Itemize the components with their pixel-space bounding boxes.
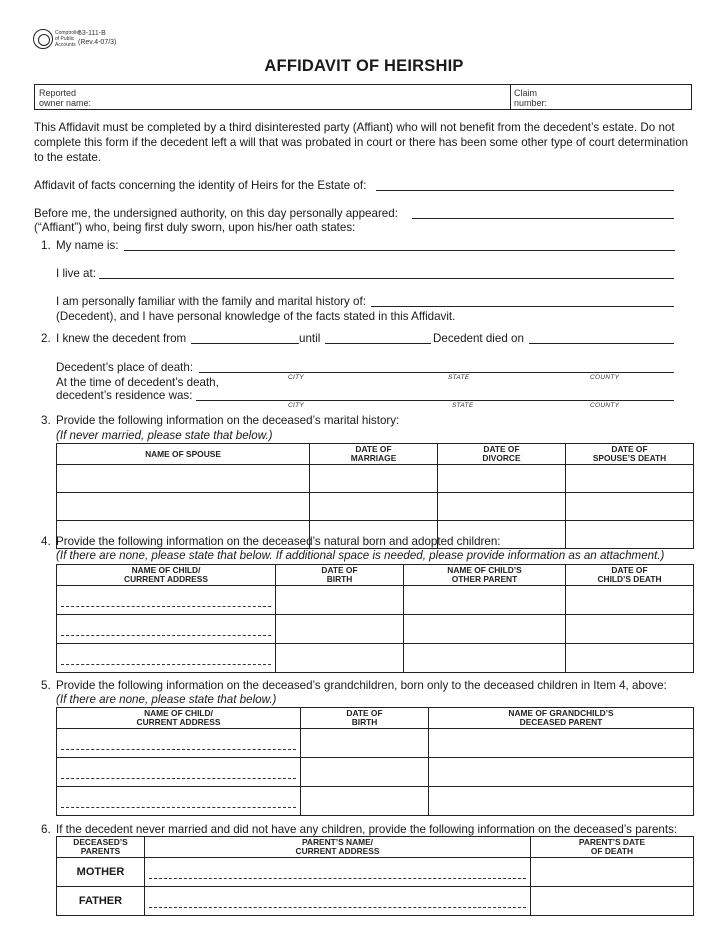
before-me-label: Before me, the undersigned authority, on this day personally appeared:	[34, 207, 398, 220]
grandchild-name-cell[interactable]	[57, 758, 301, 787]
child-name-cell[interactable]	[57, 644, 276, 673]
grandchild-name-cell[interactable]	[57, 787, 301, 816]
grandchild-birth-cell[interactable]	[301, 787, 429, 816]
box-divider	[510, 85, 511, 109]
spouse-death-header: DATE OF SPOUSE’S DEATH	[566, 444, 694, 465]
label-line: owner name:	[39, 98, 92, 108]
dashed-divider	[61, 736, 296, 750]
parent-name-header: PARENT’S NAME/ CURRENT ADDRESS	[145, 837, 531, 858]
city-caption: CITY	[288, 402, 305, 409]
agency-name	[55, 30, 81, 48]
marriage-date-cell[interactable]	[310, 465, 438, 493]
affiant-label: (“Affiant”) who, being first duly sworn, upon his/her oath states:	[34, 221, 356, 234]
grandchild-name-cell[interactable]	[57, 729, 301, 758]
item5-text: Provide the following information on the deceased’s grandchildren, born only to the deceased children in Item 4, above:	[56, 679, 667, 692]
grandchild-birth-header: DATE OF BIRTH	[301, 708, 429, 729]
table-row	[57, 858, 694, 887]
dashed-divider	[61, 651, 271, 665]
mother-label: MOTHER	[57, 858, 145, 887]
child-birth-cell[interactable]	[276, 644, 404, 673]
mother-name-cell[interactable]	[145, 858, 531, 887]
item6-number: 6.	[41, 823, 51, 836]
residence-field[interactable]	[196, 400, 674, 401]
spouse-name-cell[interactable]	[57, 493, 310, 521]
deceased-parents-header: DECEASED’S PARENTS	[57, 837, 145, 858]
table-row	[57, 465, 694, 493]
children-table	[56, 564, 694, 673]
dashed-divider	[149, 894, 526, 908]
item3-number: 3.	[41, 414, 51, 427]
item4-note: (If there are none, please state that below. If additional space is needed, please provide information as an attachment.)	[56, 549, 665, 562]
dashed-divider	[61, 765, 296, 779]
father-label: FATHER	[57, 887, 145, 916]
familiar-label: I am personally familiar with the family and marital history of:	[56, 295, 366, 308]
item3-note: (If never married, please state that below.)	[56, 429, 273, 442]
marriage-date-cell[interactable]	[310, 493, 438, 521]
dashed-divider	[61, 622, 271, 636]
child-birth-cell[interactable]	[276, 615, 404, 644]
child-death-cell[interactable]	[566, 644, 694, 673]
county-caption: COUNTY	[590, 374, 620, 381]
reported-owner-label	[39, 88, 91, 108]
dashed-divider	[61, 794, 296, 808]
child-other-parent-cell[interactable]	[404, 644, 566, 673]
intro-paragraph: This Affidavit must be completed by a third disinterested party (Affiant) who will not benefit from the decedent’s estate. Do not complete this form if the decedent left a will that was probated in court or there has been some other type of court determination to the estate.	[34, 121, 689, 164]
place-of-death-field[interactable]	[199, 372, 674, 373]
table-row	[57, 586, 694, 615]
child-birth-cell[interactable]	[276, 586, 404, 615]
county-caption: COUNTY	[590, 402, 620, 409]
child-other-parent-cell[interactable]	[404, 586, 566, 615]
table-row	[57, 758, 694, 787]
table-row	[57, 729, 694, 758]
state-caption: STATE	[452, 402, 474, 409]
agency-line: Comptroller	[55, 30, 81, 36]
died-on-label: Decedent died on	[433, 332, 524, 345]
child-death-cell[interactable]	[566, 586, 694, 615]
grandchild-parent-cell[interactable]	[429, 787, 694, 816]
divorce-date-header: DATE OF DIVORCE	[438, 444, 566, 465]
father-name-cell[interactable]	[145, 887, 531, 916]
item5-note: (If there are none, please state that below.)	[56, 693, 277, 706]
child-name-header: NAME OF CHILD/ CURRENT ADDRESS	[57, 565, 276, 586]
child-other-parent-header: NAME OF CHILD’S OTHER PARENT	[404, 565, 566, 586]
death-date-field[interactable]	[529, 343, 674, 344]
residence-label-2: decedent’s residence was:	[56, 389, 193, 402]
city-caption: CITY	[288, 374, 305, 381]
page-title: AFFIDAVIT OF HEIRSHIP	[264, 57, 464, 75]
grandchild-birth-cell[interactable]	[301, 729, 429, 758]
dashed-divider	[149, 865, 526, 879]
item1-number: 1.	[41, 239, 51, 252]
comptroller-seal-icon	[33, 29, 53, 49]
item5-number: 5.	[41, 679, 51, 692]
state-caption: STATE	[448, 374, 470, 381]
grandchild-parent-header: NAME OF GRANDCHILD’S DECEASED PARENT	[429, 708, 694, 729]
child-birth-header: DATE OF BIRTH	[276, 565, 404, 586]
grandchildren-table	[56, 707, 694, 816]
father-death-cell[interactable]	[531, 887, 694, 916]
decedent-statement: (Decedent), and I have personal knowledge of the facts stated in this Affidavit.	[56, 310, 456, 323]
decedent-name-field[interactable]	[371, 306, 674, 307]
form-number: 53-111-B	[78, 30, 106, 37]
table-row	[57, 615, 694, 644]
table-row	[57, 787, 694, 816]
knew-from-field[interactable]	[191, 343, 299, 344]
grandchild-parent-cell[interactable]	[429, 729, 694, 758]
label-line: Reported	[39, 88, 77, 98]
knew-from-label: I knew the decedent from	[56, 332, 187, 345]
claim-number-label	[514, 88, 547, 108]
spouse-death-cell[interactable]	[566, 465, 694, 493]
address-field[interactable]	[99, 278, 674, 279]
table-row	[57, 644, 694, 673]
form-number-block	[78, 30, 116, 47]
grandchild-birth-cell[interactable]	[301, 758, 429, 787]
grandchild-parent-cell[interactable]	[429, 758, 694, 787]
child-death-header: DATE OF CHILD’S DEATH	[566, 565, 694, 586]
mother-death-cell[interactable]	[531, 858, 694, 887]
place-of-death-label: Decedent’s place of death:	[56, 361, 194, 374]
child-name-cell[interactable]	[57, 586, 276, 615]
grandchild-name-header: NAME OF CHILD/ CURRENT ADDRESS	[57, 708, 301, 729]
estate-label: Affidavit of facts concerning the identity of Heirs for the Estate of:	[34, 179, 367, 192]
item4-number: 4.	[41, 535, 51, 548]
live-at-label: I live at:	[56, 267, 96, 280]
child-other-parent-cell[interactable]	[404, 615, 566, 644]
my-name-field[interactable]	[124, 250, 675, 251]
label-line: Claim	[514, 88, 538, 98]
estate-name-field[interactable]	[376, 190, 674, 191]
item6-text: If the decedent never married and did not have any children, provide the following information on the deceased’s parents:	[56, 823, 678, 836]
spouse-death-cell[interactable]	[566, 493, 694, 521]
form-revision: (Rev.4-07/3)	[78, 38, 117, 46]
child-death-cell[interactable]	[566, 615, 694, 644]
label-line: number:	[514, 98, 548, 108]
agency-line: of Public	[55, 36, 75, 42]
until-label: until	[299, 332, 321, 345]
item3-text: Provide the following information on the deceased’s marital history:	[56, 414, 400, 427]
child-name-cell[interactable]	[57, 615, 276, 644]
agency-line: Accounts	[55, 42, 76, 48]
dashed-divider	[61, 593, 271, 607]
owner-claim-box	[34, 84, 692, 110]
divorce-date-cell[interactable]	[438, 465, 566, 493]
divorce-date-cell[interactable]	[438, 493, 566, 521]
spouse-death-cell[interactable]	[566, 521, 694, 549]
my-name-label: My name is:	[56, 239, 119, 252]
parents-table	[56, 836, 694, 916]
appeared-name-field[interactable]	[412, 218, 674, 219]
residence-label-1: At the time of decedent’s death,	[56, 376, 219, 389]
table-row	[57, 493, 694, 521]
parent-death-header: PARENT’S DATE OF DEATH	[531, 837, 694, 858]
marriage-date-header: DATE OF MARRIAGE	[310, 444, 438, 465]
knew-until-field[interactable]	[325, 343, 431, 344]
item2-number: 2.	[41, 332, 51, 345]
spouse-name-header: NAME OF SPOUSE	[57, 444, 310, 465]
item4-text: Provide the following information on the deceased’s natural born and adopted children:	[56, 535, 501, 548]
table-row	[57, 887, 694, 916]
spouse-name-cell[interactable]	[57, 465, 310, 493]
